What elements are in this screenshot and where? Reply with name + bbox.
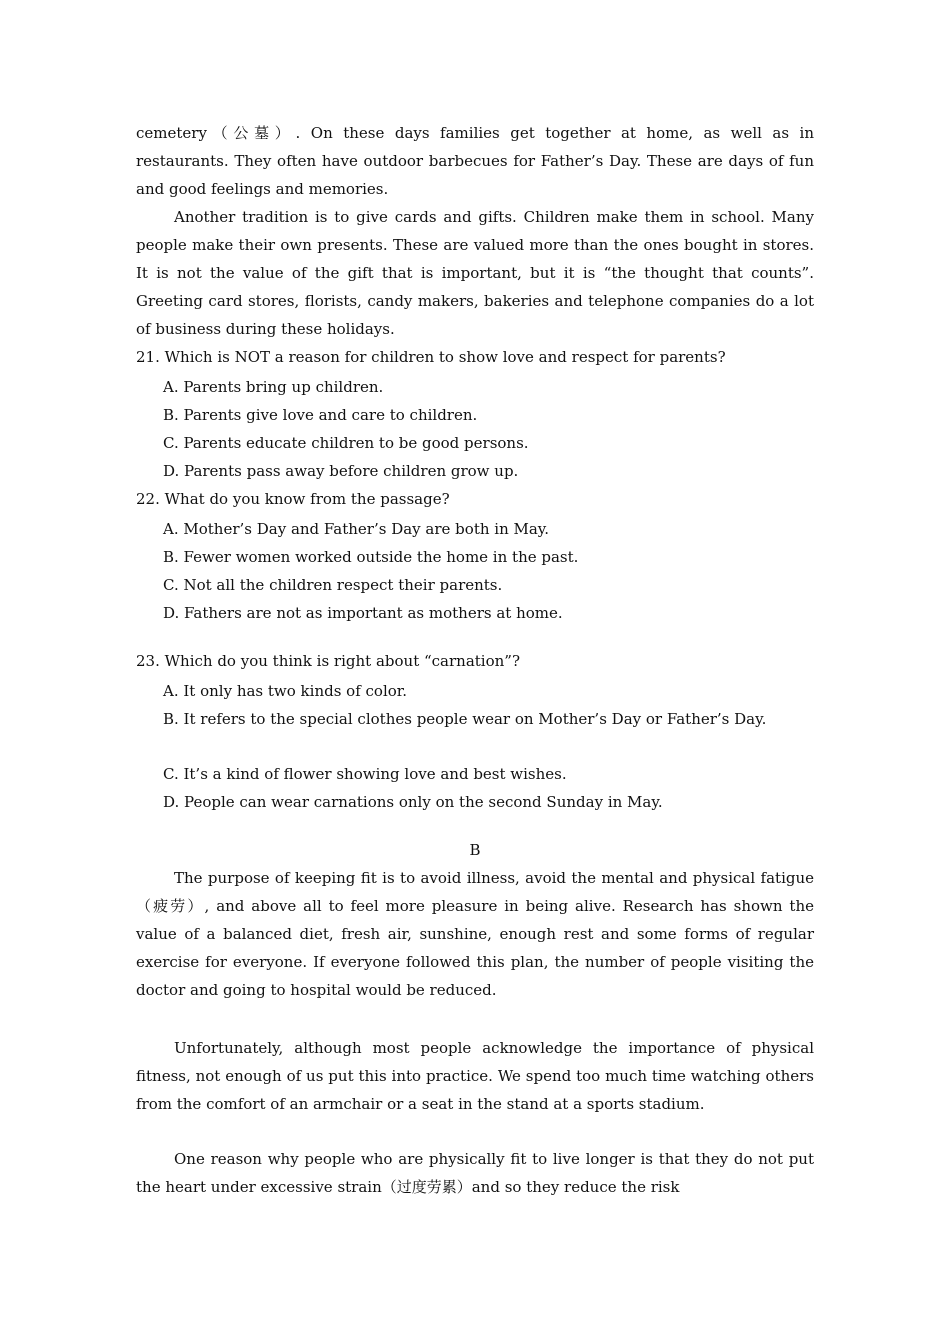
question-21-option-a: A. Parents bring up children. [163, 378, 384, 396]
passage-a-paragraph-2: Another tradition is to give cards and gifts. Children make them in school. Many people make their own presents. These are valued more than the ones bought in stores. It is not the value of the gift that is important, but it is “the thought that counts”. Greeting card stores, florists, candy makers, bakeries and telephone companies do a lot of business during these holidays. [136, 208, 814, 338]
question-21-stem: 21. Which is NOT a reason for children to show love and respect for parents? [136, 348, 726, 366]
passage-b-paragraph-1: The purpose of keeping fit is to avoid illness, avoid the mental and physical fatigue（疲劳）, and above all to feel more pleasure in being alive. Research has shown the value of a balanced diet, fresh air, sunshine, enough rest and some forms of regular exercise for everyone. If everyone followed this plan, the number of people visiting the doctor and going to hospital would be reduced. [136, 869, 814, 999]
question-21-option-b: B. Parents give love and care to children. [163, 406, 478, 424]
question-22-option-c: C. Not all the children respect their parents. [163, 576, 503, 594]
question-23-option-c: C. It’s a kind of flower showing love and best wishes. [163, 765, 567, 783]
question-22-option-b: B. Fewer women worked outside the home in the past. [163, 548, 579, 566]
question-23-option-a: A. It only has two kinds of color. [163, 682, 408, 700]
question-23-option-b: B. It refers to the special clothes people wear on Mother’s Day or Father’s Day. [163, 710, 767, 728]
question-23-stem: 23. Which do you think is right about “carnation”? [136, 652, 521, 670]
question-23-option-d: D. People can wear carnations only on the second Sunday in May. [163, 793, 663, 811]
question-22-option-d: D. Fathers are not as important as mothers at home. [163, 604, 563, 622]
question-21-option-d: D. Parents pass away before children grow up. [163, 462, 519, 480]
section-b-heading: B [469, 841, 481, 859]
question-21-option-c: C. Parents educate children to be good persons. [163, 434, 529, 452]
question-22-option-a: A. Mother’s Day and Father’s Day are both in May. [163, 520, 550, 538]
passage-b-paragraph-2: Unfortunately, although most people acknowledge the importance of physical fitness, not enough of us put this into practice. We spend too much time watching others from the comfort of an armchair or a seat in the stand at a sports stadium. [136, 1039, 814, 1113]
passage-b-paragraph-3: One reason why people who are physically fit to live longer is that they do not put the heart under excessive strain（过度劳累）and so they reduce the risk [136, 1150, 814, 1196]
question-22-stem: 22. What do you know from the passage? [136, 490, 450, 508]
passage-a-paragraph-1: cemetery（公墓）. On these days families get together at home, as well as in restaurants. They often have outdoor barbecues for Father’s Day. These are days of fun and good feelings and memories. [136, 124, 814, 198]
